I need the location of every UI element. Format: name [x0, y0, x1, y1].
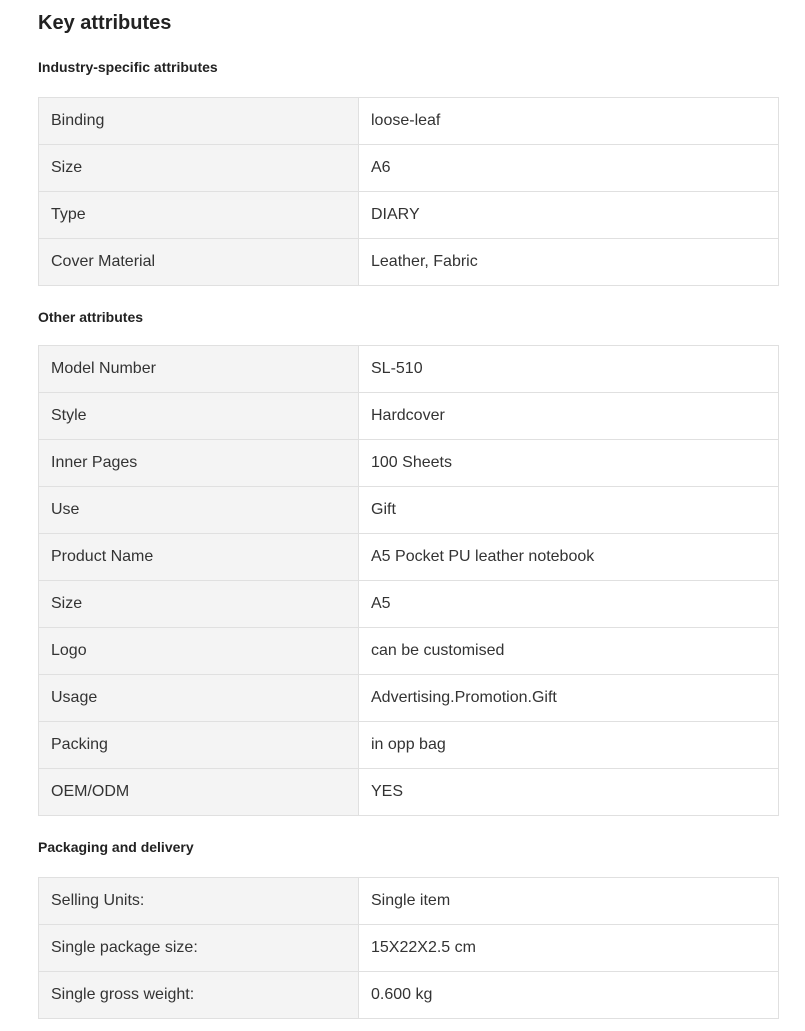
attribute-value: can be customised	[359, 628, 779, 675]
table-row	[39, 346, 779, 393]
attribute-value: SL-510	[359, 346, 779, 393]
attribute-key: Type	[39, 192, 359, 239]
section-title-industry-specific: Industry-specific attributes	[38, 59, 218, 75]
table-row	[39, 769, 779, 816]
attribute-value: Gift	[359, 487, 779, 534]
table-row	[39, 239, 779, 286]
attribute-value: Leather, Fabric	[359, 239, 779, 286]
industry-attributes-table	[38, 97, 779, 286]
attribute-value: 100 Sheets	[359, 440, 779, 487]
attribute-key: Packing	[39, 722, 359, 769]
table-row	[39, 192, 779, 239]
attribute-key: Single gross weight:	[39, 972, 359, 1019]
attribute-key: Selling Units:	[39, 878, 359, 925]
table-row	[39, 487, 779, 534]
table-row	[39, 98, 779, 145]
table-row	[39, 722, 779, 769]
section-title-packaging-delivery: Packaging and delivery	[38, 839, 194, 855]
attribute-value: A5	[359, 581, 779, 628]
attribute-value: A5 Pocket PU leather notebook	[359, 534, 779, 581]
attribute-value: Advertising.Promotion.Gift	[359, 675, 779, 722]
attribute-value: DIARY	[359, 192, 779, 239]
table-row	[39, 534, 779, 581]
table-row	[39, 581, 779, 628]
table-row	[39, 628, 779, 675]
attribute-value: 15X22X2.5 cm	[359, 925, 779, 972]
attribute-key: Single package size:	[39, 925, 359, 972]
attribute-key: Cover Material	[39, 239, 359, 286]
table-row	[39, 675, 779, 722]
attribute-key: Model Number	[39, 346, 359, 393]
attribute-key: Style	[39, 393, 359, 440]
attribute-key: Size	[39, 145, 359, 192]
attribute-value: YES	[359, 769, 779, 816]
attribute-value: 0.600 kg	[359, 972, 779, 1019]
attribute-key: Binding	[39, 98, 359, 145]
attribute-value: Hardcover	[359, 393, 779, 440]
page-title: Key attributes	[38, 12, 172, 34]
table-row	[39, 393, 779, 440]
table-row	[39, 440, 779, 487]
attribute-key: Product Name	[39, 534, 359, 581]
attribute-key: Inner Pages	[39, 440, 359, 487]
attribute-key: Usage	[39, 675, 359, 722]
attribute-key: Logo	[39, 628, 359, 675]
table-row	[39, 145, 779, 192]
attribute-value: A6	[359, 145, 779, 192]
attribute-key: Size	[39, 581, 359, 628]
attribute-value: in opp bag	[359, 722, 779, 769]
other-attributes-table	[38, 345, 779, 816]
attribute-value: Single item	[359, 878, 779, 925]
section-title-other-attributes: Other attributes	[38, 309, 144, 325]
table-row	[39, 925, 779, 972]
table-row	[39, 878, 779, 925]
attribute-value: loose-leaf	[359, 98, 779, 145]
packaging-delivery-table	[38, 877, 779, 1019]
attribute-key: Use	[39, 487, 359, 534]
attribute-key: OEM/ODM	[39, 769, 359, 816]
table-row	[39, 972, 779, 1019]
